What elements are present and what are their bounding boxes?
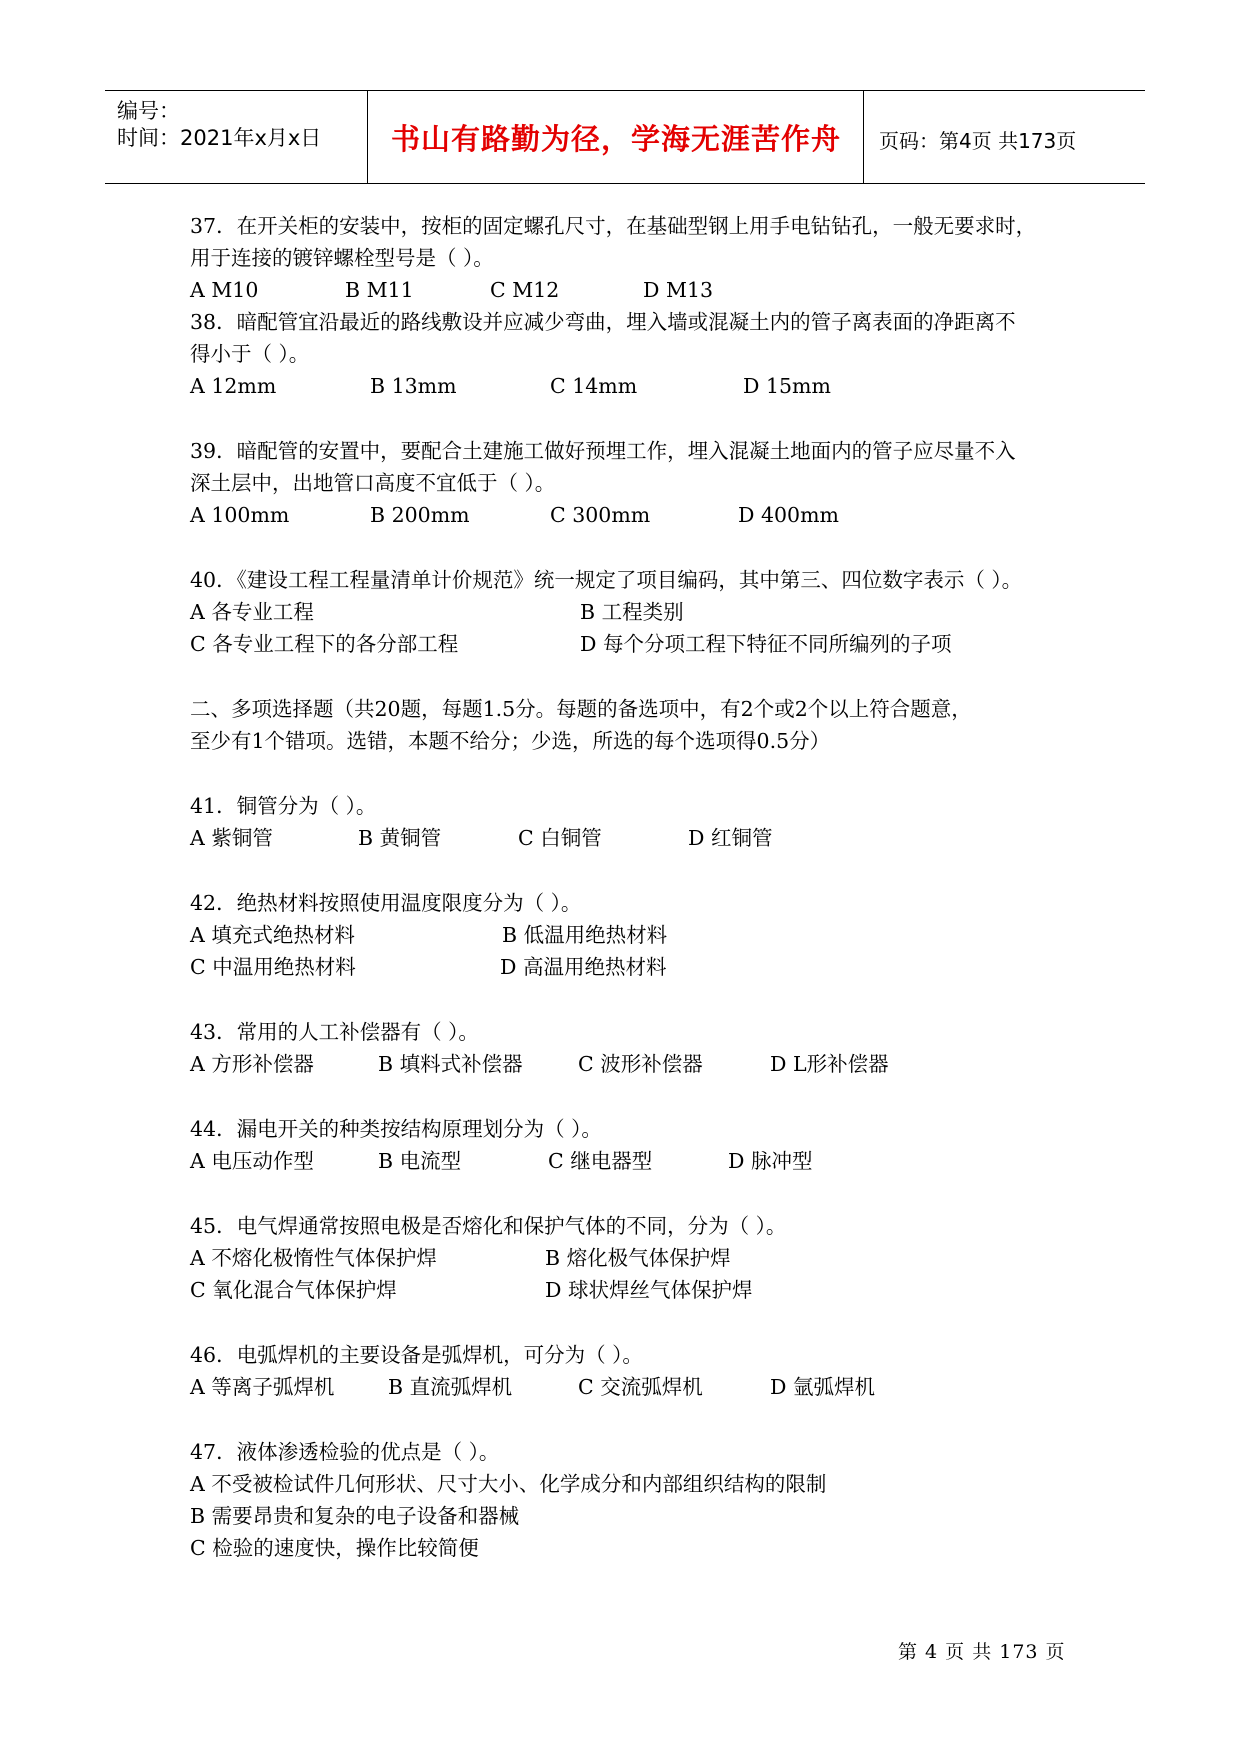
- option-d: D 高温用绝热材料: [500, 955, 667, 979]
- option-b: B 直流弧焊机: [388, 1375, 513, 1399]
- option-d: D 脉冲型: [728, 1149, 813, 1173]
- header-motto-cell: [369, 91, 864, 183]
- question-47-stem: 47．液体渗透检验的优点是（ ）。: [190, 1440, 500, 1464]
- option-a: A 各专业工程: [190, 600, 314, 624]
- question-39-stem-cont: 深土层中，出地管口高度不宜低于（ ）。: [190, 471, 556, 495]
- option-a: A 等离子弧焊机: [190, 1375, 335, 1399]
- option-b: B 黄铜管: [358, 826, 442, 850]
- motto: 书山有路勤为径，学海无涯苦作舟: [390, 122, 841, 156]
- spacer: [190, 402, 1110, 435]
- option-a: A 100mm: [190, 503, 290, 527]
- spacer: [190, 1177, 1110, 1210]
- spacer: [190, 1080, 1110, 1113]
- option-b: B 200mm: [370, 503, 470, 527]
- question-44-options: [190, 1145, 1110, 1177]
- option-d: D 氩弧焊机: [770, 1375, 875, 1399]
- option-c: C 14mm: [550, 374, 638, 398]
- spacer: [190, 660, 1110, 693]
- page-header: [105, 90, 1145, 184]
- option-c: C 氧化混合气体保护焊: [190, 1278, 397, 1302]
- option-b: B 低温用绝热材料: [502, 923, 668, 947]
- question-40-stem: 40．《建设工程工程量清单计价规范》统一规定了项目编码，其中第三、四位数字表示（ ）。: [190, 568, 1023, 592]
- option-a: A M10: [190, 278, 259, 302]
- option-a: A 12mm: [190, 374, 277, 398]
- question-42-stem: 42．绝热材料按照使用温度限度分为（ ）。: [190, 891, 582, 915]
- question-38-options: [190, 370, 1110, 402]
- question-44-stem: 44．漏电开关的种类按结构原理划分为（ ）。: [190, 1117, 602, 1141]
- question-42-options-row2: [190, 951, 1110, 983]
- option-c: C 白铜管: [518, 826, 602, 850]
- time-label: 时间：2021年x月x日: [117, 126, 322, 150]
- question-43-stem: 43．常用的人工补偿器有（ ）。: [190, 1020, 479, 1044]
- section-2-heading: 二、多项选择题（共20题，每题1.5分。每题的备选项中，有2个或2个以上符合题意，: [190, 697, 972, 721]
- spacer: [190, 983, 1110, 1016]
- header-meta-cell: [105, 91, 368, 183]
- question-37-options: [190, 274, 1110, 306]
- question-47-option-c: C 检验的速度快，操作比较简便: [190, 1536, 479, 1560]
- question-46-stem: 46．电弧焊机的主要设备是弧焊机，可分为（ ）。: [190, 1343, 643, 1367]
- question-39-options: [190, 499, 1110, 531]
- question-47-option-b: B 需要昂贵和复杂的电子设备和器械: [190, 1504, 520, 1528]
- question-46-options: [190, 1371, 1110, 1403]
- option-b: B 13mm: [370, 374, 457, 398]
- number-label: 编号：: [117, 99, 180, 123]
- option-a: A 填充式绝热材料: [190, 923, 355, 947]
- option-b: B 工程类别: [580, 600, 684, 624]
- question-37-stem: 37．在开关柜的安装中，按柜的固定螺孔尺寸，在基础型钢上用手电钻钻孔，一般无要求时，: [190, 214, 1037, 238]
- option-b: B 电流型: [378, 1149, 462, 1173]
- question-47-option-a: A 不受被检试件几何形状、尺寸大小、化学成分和内部组织结构的限制: [190, 1472, 827, 1496]
- option-d: D 400mm: [738, 503, 839, 527]
- question-45-options-row2: [190, 1274, 1110, 1306]
- option-c: C 交流弧焊机: [578, 1375, 703, 1399]
- spacer: [190, 854, 1110, 887]
- question-45-options-row1: [190, 1242, 1110, 1274]
- spacer: [190, 757, 1110, 790]
- question-list: [190, 210, 1110, 1564]
- page-footer: 第 4 页 共 173 页: [898, 1641, 1066, 1663]
- question-42-options-row1: [190, 919, 1110, 951]
- option-d: D L形补偿器: [770, 1052, 889, 1076]
- question-38-stem: 38．暗配管宜沿最近的路线敷设并应减少弯曲，埋入墙或混凝土内的管子离表面的净距离不: [190, 310, 1016, 334]
- option-d: D 球状焊丝气体保护焊: [545, 1278, 753, 1302]
- spacer: [190, 531, 1110, 564]
- option-c: C 继电器型: [548, 1149, 653, 1173]
- question-45-stem: 45．电气焊通常按照电极是否熔化和保护气体的不同，分为（ ）。: [190, 1214, 787, 1238]
- option-d: D M13: [643, 278, 714, 302]
- question-40-options-row1: [190, 596, 1110, 628]
- option-c: C 波形补偿器: [578, 1052, 703, 1076]
- question-41-stem: 41．铜管分为（ ）。: [190, 794, 377, 818]
- option-d: D 红铜管: [688, 826, 773, 850]
- option-d: D 15mm: [743, 374, 831, 398]
- option-a: A 方形补偿器: [190, 1052, 314, 1076]
- question-40-options-row2: [190, 628, 1110, 660]
- page-info: 页码：第4页 共173页: [879, 129, 1077, 153]
- header-page-cell: [865, 91, 1145, 183]
- option-c: C M12: [490, 278, 560, 302]
- question-41-options: [190, 822, 1110, 854]
- spacer: [190, 1403, 1110, 1436]
- option-d: D 每个分项工程下特征不同所编列的子项: [580, 632, 952, 656]
- option-a: A 不熔化极惰性气体保护焊: [190, 1246, 437, 1270]
- spacer: [190, 1306, 1110, 1339]
- question-39-stem: 39．暗配管的安置中，要配合土建施工做好预埋工作，埋入混凝土地面内的管子应尽量不入: [190, 439, 1016, 463]
- question-43-options: [190, 1048, 1110, 1080]
- option-a: A 电压动作型: [190, 1149, 314, 1173]
- question-38-stem-cont: 得小于（ ）。: [190, 342, 310, 366]
- option-c: C 各专业工程下的各分部工程: [190, 632, 459, 656]
- option-b: B M11: [345, 278, 414, 302]
- question-37-stem-cont: 用于连接的镀锌螺栓型号是（ ）。: [190, 246, 494, 270]
- section-2-heading-cont: 至少有1个错项。选错，本题不给分；少选，所选的每个选项得0.5分）: [190, 729, 831, 753]
- option-c: C 中温用绝热材料: [190, 955, 356, 979]
- option-a: A 紫铜管: [190, 826, 273, 850]
- option-b: B 熔化极气体保护焊: [545, 1246, 731, 1270]
- option-b: B 填料式补偿器: [378, 1052, 523, 1076]
- option-c: C 300mm: [550, 503, 651, 527]
